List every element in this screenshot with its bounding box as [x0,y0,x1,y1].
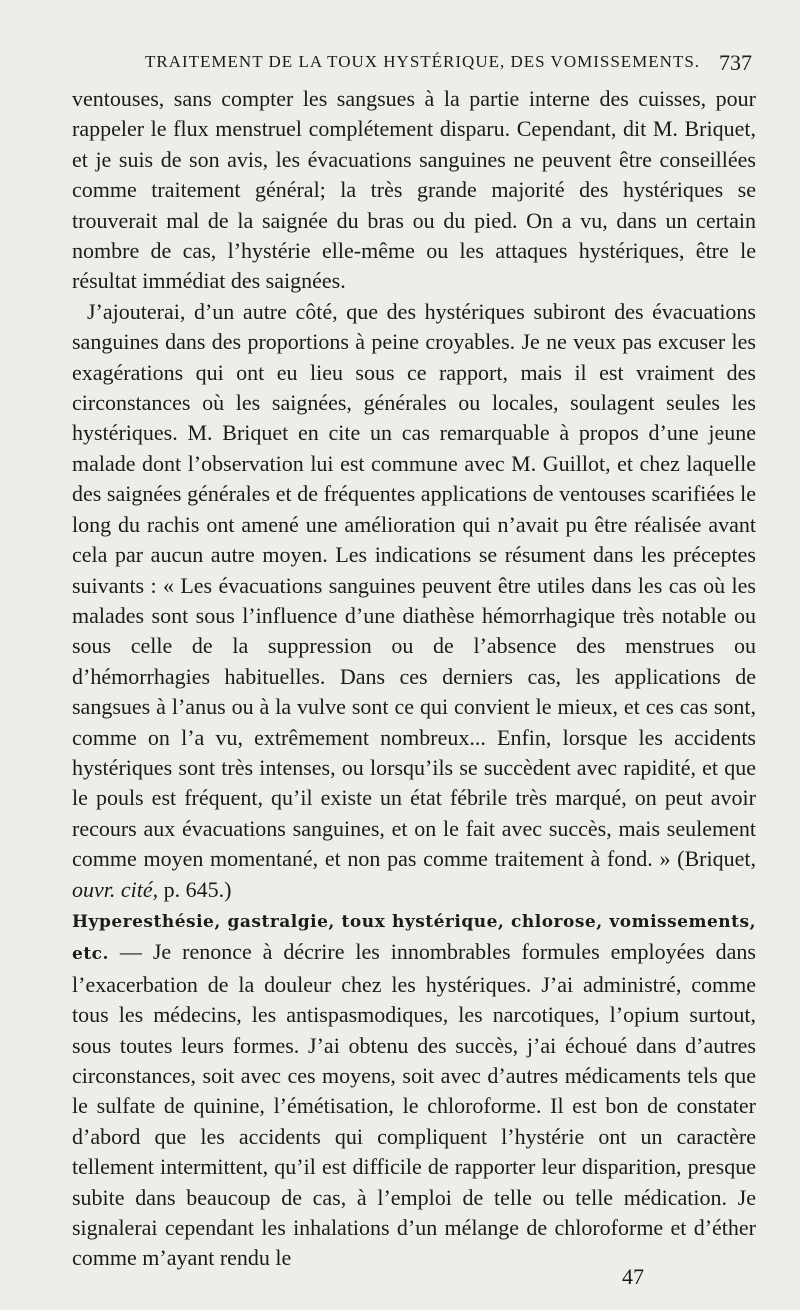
section-heading: Hyperesthésie, gastralgie, toux hystérique, chlorose, vomissements, etc. [72,911,756,965]
paragraph-3 [72,905,756,1274]
page-number: 737 [719,50,752,75]
citation-italic: ouvr. cité, [72,876,159,902]
paragraph-2 [72,297,756,905]
paragraph-1: ventouses, sans compter les sangsues à la partie interne des cuisses, pour rappeler le flux menstruel complétement disparu. Cependant, dit M. Briquet, et je suis de son avis, les évacuations sanguines ne peuvent être conseillées comme traitement général; la très grande majorité des hystériques se trouverait mal de la saignée du bras ou du pied. On a vu, dans un certain nombre de cas, l’hystérie elle-même ou les attaques hystériques, être le résultat immédiat des saignées. [72,86,756,294]
running-title: TRAITEMENT DE LA TOUX HYSTÉRIQUE, DES VOMISSEMENTS. [145,52,701,71]
paragraph-2-text: J’ajouterai, d’un autre côté, que des hystériques subiront des évacuations sanguines dans des proportions à peine croyables. Je ne veux pas excuser les exagérations qui ont eu lieu sous ce rapport, mais il est vraiment des circonstances où les saignées, générales ou locales, soulagent seules les hystériques. M. Briquet en cite un cas remarquable à propos d’une jeune malade dont l’observation lui est commune avec M. Guillot, et chez laquelle des saignées générales et de fréquentes applications de ventouses scarifiées le long du rachis ont amené une amélioration qui n’avait pu être réalisée avant cela par aucun autre moyen. Les indications se résument dans les préceptes suivants : « Les évacuations sanguines peuvent être utiles dans les cas où les malades sont sous l’influence d’une diathèse hémorrhagique très notable ou sous celle de la suppression ou de l’absence des menstrues ou d’hémorrhagies habituelles. Dans ces derniers cas, les applications de sangsues à l’anus ou à la vulve sont ce qui convient le mieux, et ces cas sont, comme on l’a vu, extrêmement nombreux... Enfin, lorsque les accidents hystériques sont très intenses, ou lorsqu’ils se succèdent avec rapidité, et que le pouls est fréquent, qu’il existe un état fébrile très marqué, on peut avoir recours aux évacuations sanguines, et on le fait avec succès, mais seulement comme moyen momentané, et non pas comme traitement à fond. » (Briquet, [72,298,756,872]
body-text [72,84,756,1274]
signature-mark: 47 [622,1264,644,1289]
page-header [0,50,800,80]
paragraph-3-text: — Je renonce à décrire les innombrables formules employées dans l’exacerbation de la douleur chez les hystériques. J’ai administré, comme tous les médecins, les antispasmodiques, les narcotiques, l’opium surtout, sous toutes leurs formes. J’ai obtenu des succès, j’ai échoué dans d’autres circonstances, soit avec ces moyens, soit avec d’autres médicaments tels que le sulfate de quinine, l’émétisation, le chloroforme. Il est bon de constater d’abord que les accidents qui compliquent l’hystérie ont un caractère tellement intermittent, qu’il est difficile de rapporter leur disparition, presque subite dans beaucoup de cas, à l’emploi de telle ou telle médication. Je signalerai cependant les inhalations d’un mélange de chloroforme et d’éther comme m’ayant rendu le [72,939,756,1271]
paragraph-2-end: p. 645.) [158,876,232,902]
